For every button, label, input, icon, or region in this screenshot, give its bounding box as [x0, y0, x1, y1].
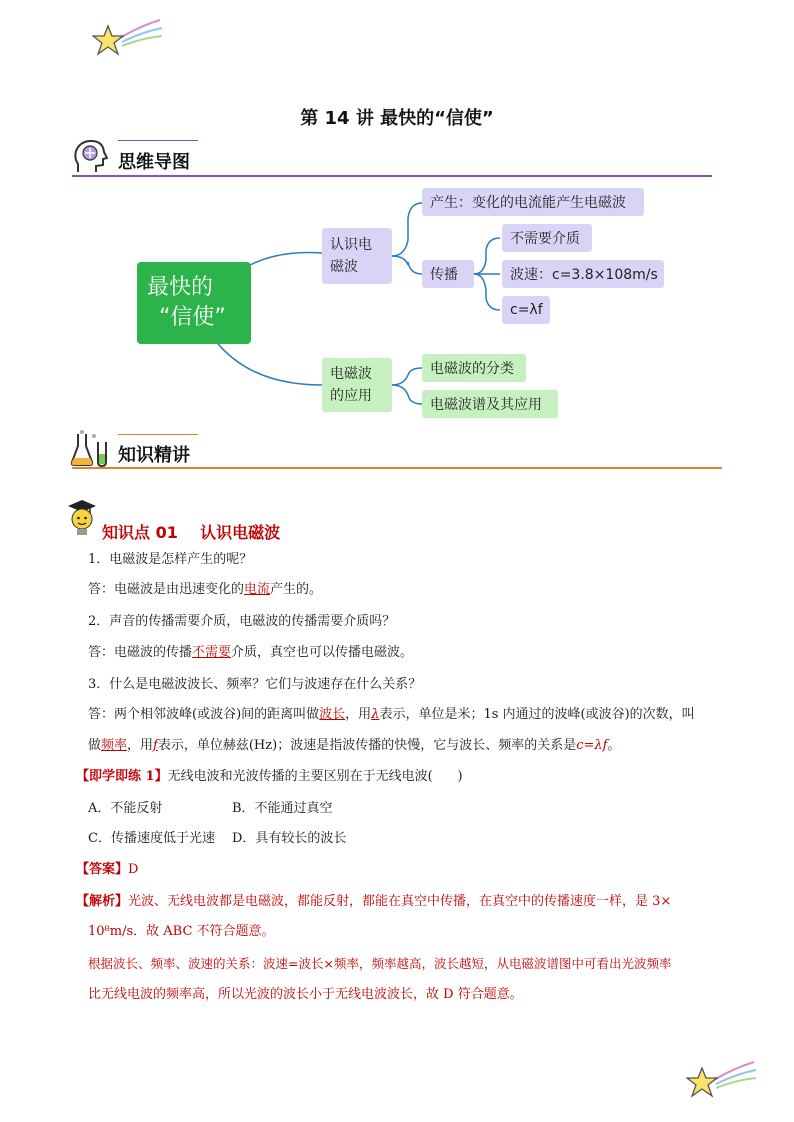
- a3-lambda-symbol: λ: [371, 707, 380, 722]
- a3-line1-mid: ，用: [345, 707, 372, 722]
- a3-line2-prefix: 做: [88, 738, 102, 753]
- a3-line1-suffix: 表示，单位是米；1s 内通过的波峰(或波谷)的次数，叫: [379, 707, 695, 722]
- answer-line: [76, 860, 138, 880]
- a3-line1: [88, 705, 695, 725]
- answer-value: D: [128, 862, 139, 877]
- lab-flask-icon: [70, 428, 112, 468]
- analysis-line2: 10⁸m/s．故 ABC 不符合题意。: [88, 924, 275, 939]
- a3-line2-end: 。: [607, 738, 621, 753]
- brain-head-icon: [72, 138, 108, 176]
- a2-line: [88, 643, 413, 663]
- section-knowledge-title: 知识精讲: [118, 445, 190, 466]
- mindmap-node-produce: 产生：变化的电流能产生电磁波: [422, 188, 644, 216]
- lightbulb-graduate-icon: [66, 498, 98, 538]
- mindmap-connectors: [0, 180, 794, 430]
- a1-prefix: 答：电磁波是由迅速变化的: [88, 582, 245, 597]
- option-b: B．不能通过真空: [232, 801, 333, 816]
- analysis-text-1: 光波、无线电波都是电磁波，都能反射，都能在真空中传播，在真空中的传播速度一样，是 3×: [128, 894, 672, 909]
- page-title: 第 14 讲 最快的“信使”: [300, 108, 494, 129]
- knowledge-point-title: 知识点 01 认识电磁波: [102, 523, 281, 542]
- mindmap-root-line1: 最快的: [147, 275, 214, 300]
- a2-answer-blank: 不需要: [192, 645, 232, 660]
- a1-suffix: 产生的。: [270, 582, 323, 597]
- a3-formula: c=λf: [576, 738, 608, 753]
- section-mindmap-title: 思维导图: [118, 152, 190, 173]
- exercise-line: [76, 767, 463, 787]
- analysis-line3: 根据波长、频率、波速的关系：波速=波长×频率，频率越高，波长越短，从电磁波谱图中可看出光波频率: [88, 956, 672, 971]
- a3-line2: [88, 736, 620, 756]
- a3-frequency-blank: 频率: [101, 738, 128, 753]
- option-c: C．传播速度低于光速: [88, 831, 215, 846]
- a3-f-symbol: f: [153, 738, 158, 753]
- mindmap-node-application: [322, 358, 392, 412]
- mindmap-root-node: [137, 262, 251, 344]
- analysis-tag: 【解析】: [76, 894, 129, 909]
- q2-text: 2．声音的传播需要介质，电磁波的传播需要介质吗？: [88, 614, 396, 629]
- q3-text: 3．什么是电磁波波长、频率？它们与波速存在什么关系？: [88, 677, 422, 692]
- a1-answer-blank: 电流: [244, 582, 271, 597]
- section-mindmap-divider: [72, 175, 712, 177]
- a3-line2-suffix: 表示，单位赫兹(Hz)；波速是指波传播的快慢，它与波长、频率的关系是: [157, 738, 577, 753]
- mindmap-node-application-line1: 电磁波: [330, 366, 372, 382]
- a3-line2-mid: ，用: [127, 738, 154, 753]
- mindmap-node-speed: 波速：c=3.8×108m/s: [502, 260, 664, 288]
- star-decoration-top-icon: [92, 16, 164, 60]
- option-d: D．具有较长的波长: [232, 831, 347, 846]
- a3-line1-prefix: 答：两个相邻波峰(或波谷)间的距离叫做: [88, 707, 320, 722]
- mindmap-node-spectrum: 电磁波谱及其应用: [422, 390, 558, 418]
- mindmap-node-no-medium: 不需要介质: [502, 224, 592, 252]
- mindmap-node-recognize-line1: 认识电: [330, 237, 372, 253]
- section-mindmap-topline: [118, 140, 198, 141]
- a2-suffix: 介质，真空也可以传播电磁波。: [231, 645, 414, 660]
- section-knowledge-topline: [118, 434, 198, 435]
- mindmap-node-classify: 电磁波的分类: [422, 354, 526, 382]
- a1-line: [88, 580, 322, 600]
- mindmap-node-formula: c=λf: [502, 296, 550, 324]
- mindmap-node-recognize: [322, 228, 392, 284]
- mindmap-node-propagate: 传播: [422, 260, 474, 288]
- mindmap-root-line2: “信使”: [159, 305, 226, 330]
- a3-wavelength-blank: 波长: [319, 707, 346, 722]
- exercise-tag: 【即学即练 1】: [76, 769, 168, 784]
- star-decoration-bottom-icon: [686, 1058, 758, 1102]
- answer-tag: 【答案】: [76, 862, 129, 877]
- q1-text: 1．电磁波是怎样产生的呢？: [88, 552, 253, 567]
- mindmap-node-application-line2: 的应用: [330, 388, 372, 404]
- a2-prefix: 答：电磁波的传播: [88, 645, 193, 660]
- analysis-line1: [76, 892, 671, 912]
- exercise-question: 无线电波和光波传播的主要区别在于无线电波( ): [167, 769, 463, 784]
- analysis-line4: 比无线电波的频率高，所以光波的波长小于无线电波波长，故 D 符合题意。: [88, 987, 523, 1002]
- section-knowledge-divider: [72, 467, 722, 469]
- option-a: A．不能反射: [88, 801, 163, 816]
- mindmap-node-recognize-line2: 磁波: [330, 259, 358, 275]
